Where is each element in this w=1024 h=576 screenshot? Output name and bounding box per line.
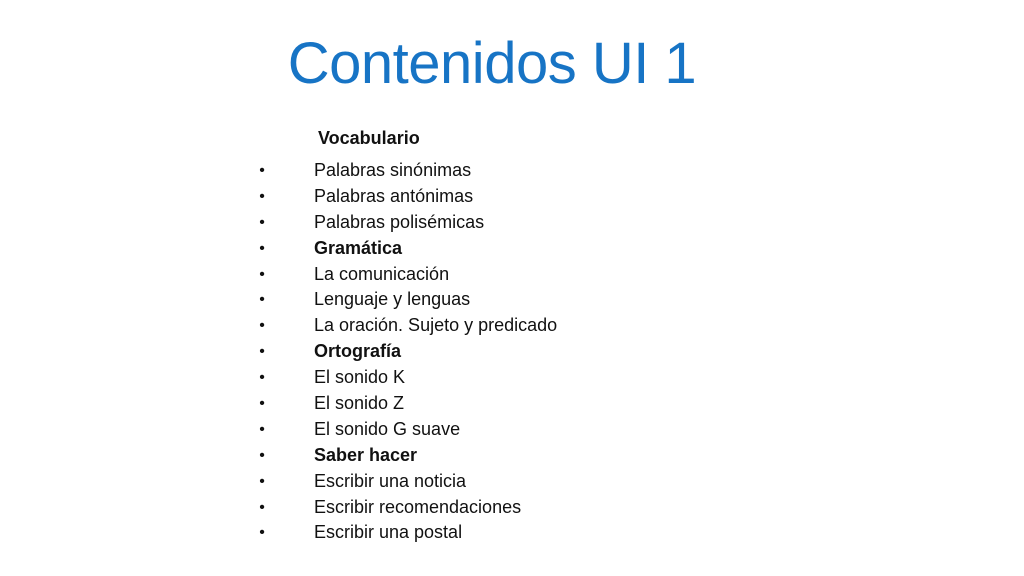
- bullet-icon: •: [259, 317, 265, 335]
- slide-title: Contenidos UI 1: [287, 31, 697, 96]
- list-item-text: La comunicación: [314, 263, 450, 284]
- list-item-text: El sonido Z: [314, 393, 405, 414]
- list-item-text: Gramática: [314, 237, 403, 258]
- bullet-icon: •: [259, 498, 265, 516]
- list-item-text: Palabras sinónimas: [314, 160, 472, 180]
- bullet-icon: •: [259, 239, 265, 257]
- list-item-text: Escribir recomendaciones: [314, 496, 522, 517]
- list-item-text: Palabras antónimas: [314, 185, 474, 206]
- bullet-icon: •: [259, 369, 265, 387]
- bullet-icon: •: [259, 472, 265, 490]
- bullet-icon: •: [259, 446, 265, 464]
- list-item-text: Saber hacer: [314, 444, 418, 465]
- bullet-icon: •: [259, 265, 265, 283]
- bullet-icon: •: [259, 524, 265, 542]
- list-item-text: Lenguaje y lenguas: [314, 289, 471, 310]
- list-item-text: Ortografía: [314, 341, 402, 362]
- section-heading-vocabulario: Vocabulario: [318, 128, 420, 148]
- list-item-text: Escribir una postal: [314, 522, 463, 543]
- list-item-text: El sonido K: [314, 367, 406, 388]
- bullet-icon: •: [259, 291, 265, 309]
- list-item-text: Palabras polisémicas: [314, 211, 485, 232]
- bullet-icon: •: [259, 395, 265, 413]
- list-item-text: Escribir una noticia: [314, 470, 467, 491]
- list-item-text: La oración. Sujeto y predicado: [314, 315, 558, 336]
- bullet-icon: •: [259, 213, 265, 231]
- bullet-icon: •: [259, 343, 265, 361]
- list-item-text: El sonido G suave: [314, 418, 461, 439]
- bullet-icon: •: [259, 187, 265, 205]
- bullet-icon: •: [259, 162, 265, 179]
- bullet-icon: •: [259, 420, 265, 438]
